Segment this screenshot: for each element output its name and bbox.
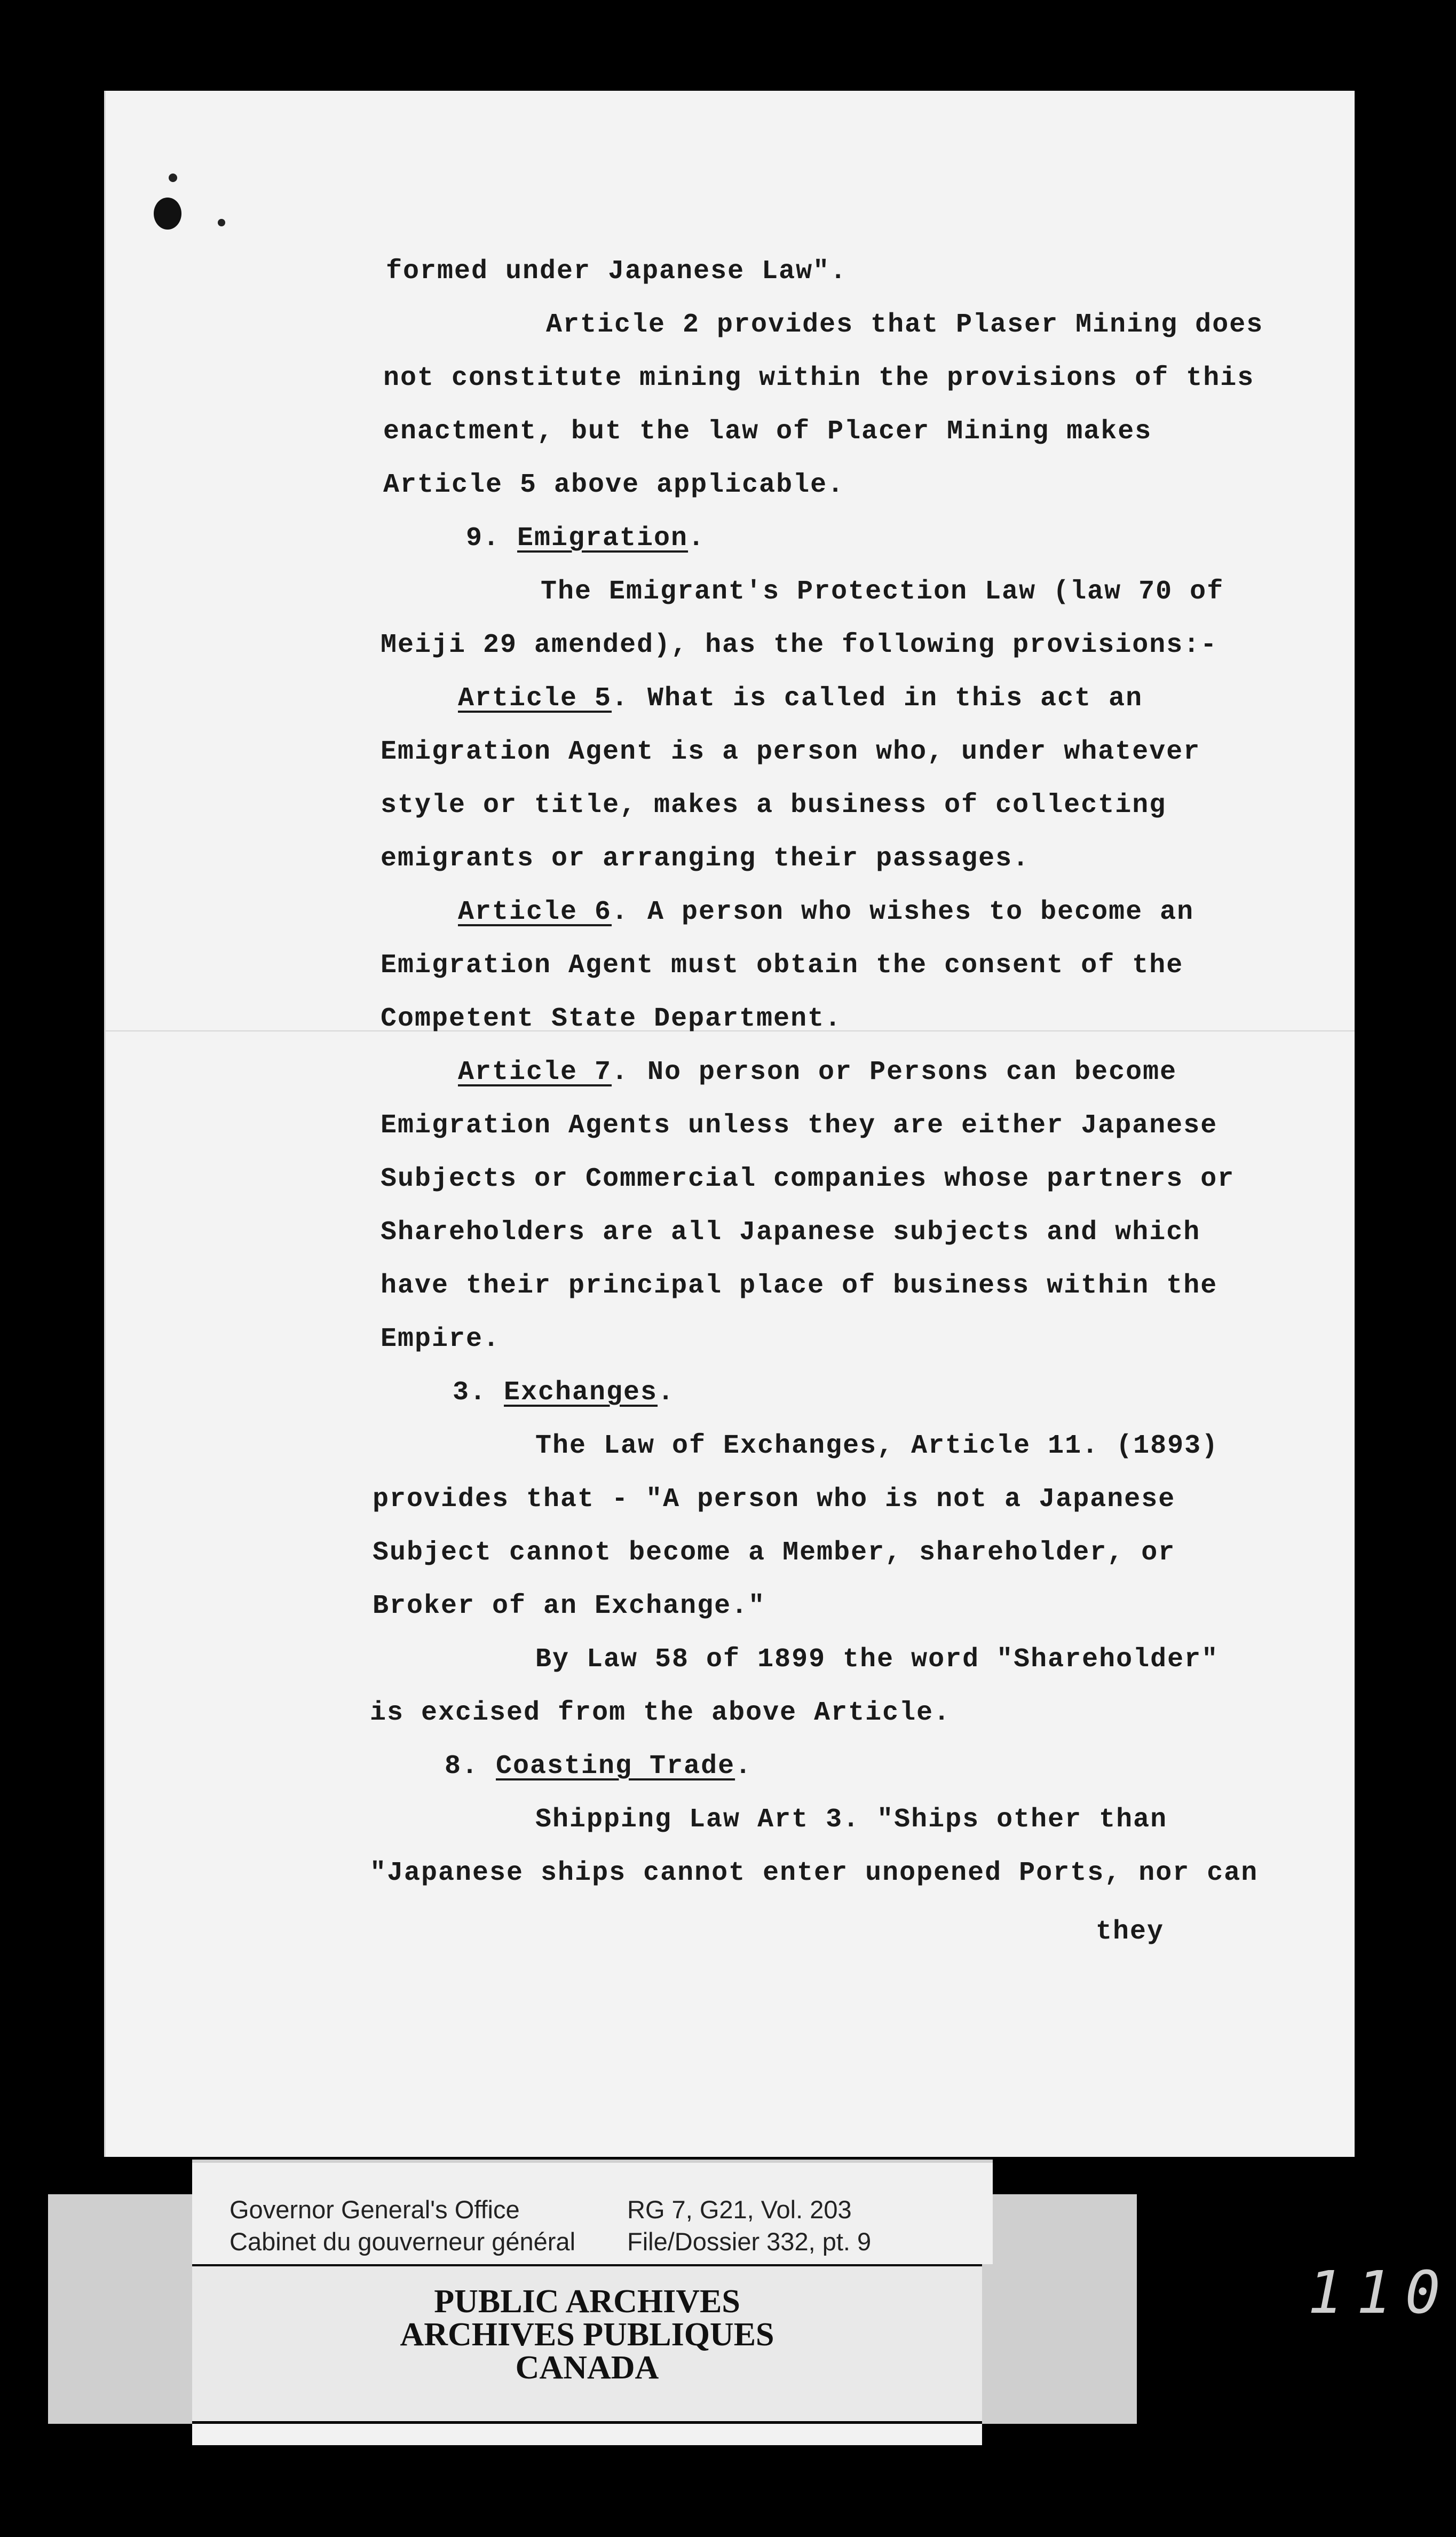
article-suffix: .: [612, 897, 629, 927]
text-line: [535, 1431, 1218, 1461]
section-heading: [466, 523, 705, 554]
text-line: [647, 1057, 1177, 1088]
archive-line-3: CANADA: [515, 2350, 659, 2386]
text-line-content: Emigration Agent is a person who, under whatever: [381, 737, 1201, 767]
text-line-content: enactment, but the law of Placer Mining makes: [383, 416, 1152, 447]
text-line-content: "Japanese ships cannot enter unopened Ports, nor can: [370, 1858, 1259, 1888]
text-line-content: Empire.: [381, 1324, 501, 1354]
article-suffix: .: [612, 683, 629, 714]
office-name: [230, 2194, 575, 2258]
film-holder-left: [48, 2194, 192, 2424]
text-line-content: No person or Persons can become: [647, 1057, 1177, 1088]
text-line-content: Shipping Law Art 3. "Ships other than: [535, 1805, 1168, 1835]
text-line-content: formed under Japanese Law".: [386, 256, 848, 287]
article-label-text: Article 5: [458, 683, 612, 714]
text-line: [373, 1538, 1175, 1568]
text-line-content: What is called in this act an: [647, 683, 1143, 714]
text-line: [386, 256, 847, 287]
text-line-content: provides that - "A person who is not a Japanese: [373, 1484, 1176, 1515]
text-line: [383, 470, 844, 500]
text-line-content: A person who wishes to become an: [647, 897, 1194, 927]
text-line-content: style or title, makes a business of collecting: [381, 790, 1167, 821]
archive-stamp: [192, 2266, 982, 2421]
text-line-content: Shareholders are all Japanese subjects and which: [381, 1217, 1201, 1248]
text-line-content: Broker of an Exchange.": [373, 1591, 766, 1621]
text-line: [1096, 1917, 1164, 1947]
text-line-content: Competent State Department.: [381, 1004, 842, 1034]
text-line: [381, 1110, 1217, 1141]
office-name-en: Governor General's Office: [230, 2195, 520, 2224]
section-number: 3.: [453, 1377, 504, 1408]
archive-line-2: ARCHIVES PUBLIQUES: [400, 2317, 774, 2353]
text-line: [370, 1858, 1258, 1888]
text-line-content: have their principal place of business within the: [381, 1271, 1218, 1301]
archive-reference-label: [192, 2160, 993, 2264]
frame-number: 110: [1308, 2258, 1454, 2327]
section-title: Coasting Trade: [496, 1751, 735, 1782]
text-line-content: they: [1096, 1917, 1165, 1947]
file-dossier: File/Dossier 332, pt. 9: [627, 2227, 872, 2256]
text-line: [373, 1484, 1175, 1515]
text-line-content: Meiji 29 amended), has the following provisions:-: [381, 630, 1218, 660]
section-title: Exchanges: [504, 1377, 658, 1408]
document-text: [106, 91, 1355, 2157]
text-line-content: is excised from the above Article.: [370, 1698, 951, 1728]
text-line-content: emigrants or arranging their passages.: [381, 844, 1030, 874]
text-line-content: Subjects or Commercial companies whose partners or: [381, 1164, 1235, 1194]
text-line-content: The Law of Exchanges, Article 11. (1893): [535, 1431, 1219, 1461]
text-line: [381, 1217, 1200, 1248]
section-suffix: .: [688, 523, 706, 554]
text-line: [381, 630, 1217, 660]
article-label: [458, 897, 629, 927]
text-line: [381, 1004, 842, 1034]
text-line: [383, 363, 1254, 393]
section-number: 8.: [445, 1751, 496, 1782]
article-label-text: Article 6: [458, 897, 612, 927]
section-heading: [453, 1377, 675, 1408]
text-line: [381, 737, 1200, 767]
text-line: [383, 416, 1152, 447]
text-line-content: The Emigrant's Protection Law (law 70 of: [541, 577, 1224, 607]
section-title: Emigration: [517, 523, 689, 554]
text-line: [381, 844, 1030, 874]
text-line: [535, 1805, 1167, 1835]
text-line-content: By Law 58 of 1899 the word "Shareholder": [535, 1644, 1219, 1675]
text-line-content: Emigration Agent must obtain the consent of the: [381, 950, 1184, 981]
section-suffix: .: [735, 1751, 753, 1782]
text-line: [370, 1698, 951, 1728]
text-line-content: Subject cannot become a Member, shareholder, or: [373, 1538, 1176, 1568]
label-strip-bottom: [192, 2424, 982, 2445]
archive-line-1: PUBLIC ARCHIVES: [434, 2283, 740, 2320]
document-page: [104, 91, 1355, 2157]
text-line: [647, 683, 1143, 714]
section-suffix: .: [658, 1377, 675, 1408]
file-reference: [627, 2194, 871, 2258]
text-line: [535, 1644, 1218, 1675]
article-label-text: Article 7: [458, 1057, 612, 1088]
article-label: [458, 1057, 629, 1088]
section-number: 9.: [466, 523, 518, 554]
text-line-content: Article 5 above applicable.: [383, 470, 845, 500]
text-line: [647, 897, 1194, 927]
text-line: [381, 950, 1183, 981]
office-name-fr: Cabinet du gouverneur général: [230, 2227, 576, 2256]
text-line-content: not constitute mining within the provisions of this: [383, 363, 1255, 393]
text-line: [546, 310, 1263, 340]
section-heading: [445, 1751, 752, 1782]
article-suffix: .: [612, 1057, 629, 1088]
film-holder-right: [982, 2194, 1137, 2424]
text-line-content: Emigration Agents unless they are either Japanese: [381, 1110, 1218, 1141]
text-line: [381, 1271, 1217, 1301]
text-line: [381, 790, 1166, 821]
text-line-content: Article 2 provides that Plaser Mining does: [546, 310, 1264, 340]
text-line: [373, 1591, 765, 1621]
text-line: [381, 1164, 1235, 1194]
text-line: [381, 1324, 500, 1354]
record-group: RG 7, G21, Vol. 203: [627, 2195, 852, 2224]
text-line: [541, 577, 1224, 607]
article-label: [458, 683, 629, 714]
